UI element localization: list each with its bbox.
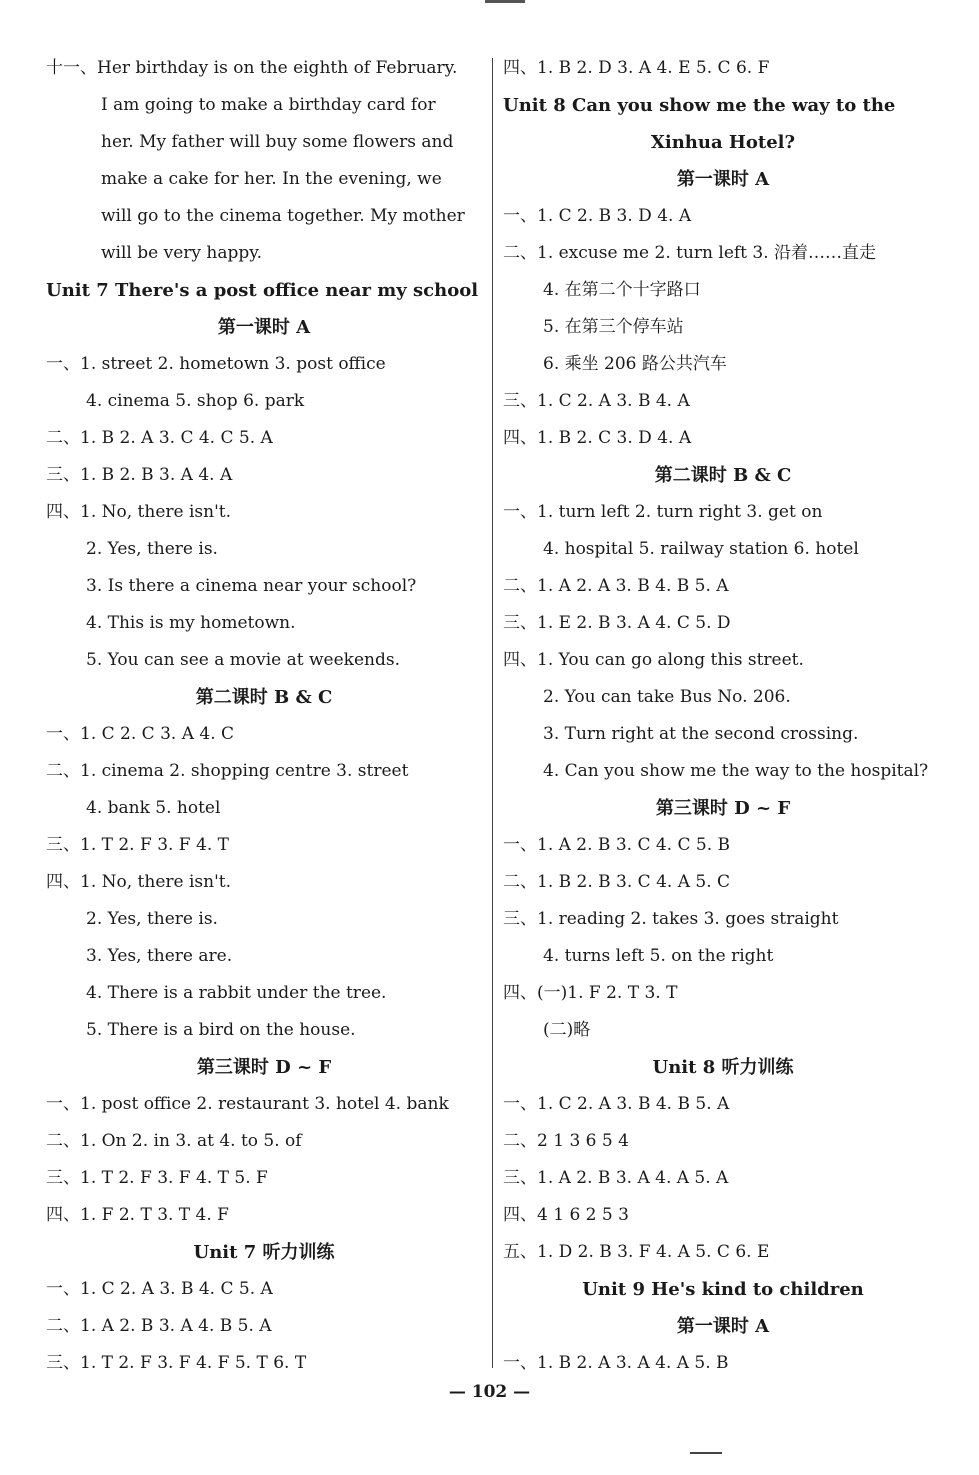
answer-line: 4. bank 5. hotel [86, 798, 221, 818]
answer-line: 三、1. T 2. F 3. F 4. F 5. T 6. T [46, 1353, 307, 1373]
answer-line: 4. cinema 5. shop 6. park [86, 391, 305, 411]
section-heading: 第三课时 D ~ F [196, 1057, 332, 1078]
answer-line: 一、1. C 2. A 3. B 4. B 5. A [503, 1094, 730, 1114]
answer-line: 2. Yes, there is. [86, 909, 218, 929]
answer-line: 三、1. reading 2. takes 3. goes straight [503, 909, 839, 929]
answer-line: 二、1. B 2. B 3. C 4. A 5. C [503, 872, 731, 892]
answer-line: 二、1. A 2. A 3. B 4. B 5. A [503, 576, 729, 596]
answer-line: 三、1. T 2. F 3. F 4. T [46, 835, 229, 855]
section-heading: 第二课时 B & C [654, 465, 792, 486]
answer-line: 一、1. street 2. hometown 3. post office [46, 354, 386, 374]
bottom-edge-mark [690, 1452, 722, 1454]
column-divider [492, 58, 493, 1368]
answer-line: 四、(一)1. F 2. T 3. T [503, 983, 678, 1003]
answer-line: 一、1. C 2. A 3. B 4. C 5. A [46, 1279, 273, 1299]
answer-line: 四、1. You can go along this street. [503, 650, 804, 670]
answer-line: 三、1. E 2. B 3. A 4. C 5. D [503, 613, 731, 633]
answer-line: 一、1. B 2. A 3. A 4. A 5. B [503, 1353, 729, 1373]
section-heading: 第一课时 A [676, 1316, 770, 1337]
answer-line: 3. Turn right at the second crossing. [543, 724, 859, 744]
answer-line: 二、1. cinema 2. shopping centre 3. street [46, 761, 409, 781]
answer-line: 十一、Her birthday is on the eighth of February. [46, 58, 458, 78]
answer-line: 四、1. B 2. C 3. D 4. A [503, 428, 692, 448]
answer-line: 4. This is my hometown. [86, 613, 296, 633]
answer-line: 5. You can see a movie at weekends. [86, 650, 400, 670]
answer-line: her. My father will buy some flowers and [101, 132, 454, 152]
answer-line: 3. Yes, there are. [86, 946, 233, 966]
answer-line: 一、1. C 2. B 3. D 4. A [503, 206, 692, 226]
answer-line: I am going to make a birthday card for [101, 95, 436, 115]
left-column [46, 50, 482, 1382]
answer-line: (二)略 [543, 1020, 591, 1040]
section-heading: Xinhua Hotel? [650, 132, 796, 153]
answer-line: 4. Can you show me the way to the hospital? [543, 761, 929, 781]
answer-line: 二、1. excuse me 2. turn left 3. 沿着……直走 [503, 243, 877, 263]
answer-line: 五、1. D 2. B 3. F 4. A 5. C 6. E [503, 1242, 770, 1262]
section-heading: 第一课时 A [676, 169, 770, 190]
answer-line: 4. turns left 5. on the right [543, 946, 774, 966]
answer-line: 一、1. C 2. C 3. A 4. C [46, 724, 235, 744]
section-heading: 第二课时 B & C [195, 687, 333, 708]
section-heading: 第三课时 D ~ F [655, 798, 791, 819]
answer-line: 四、1. No, there isn't. [46, 872, 231, 892]
answer-line: 四、1. B 2. D 3. A 4. E 5. C 6. F [503, 58, 770, 78]
top-edge-mark [485, 0, 525, 3]
answer-line: 四、1. No, there isn't. [46, 502, 231, 522]
answer-line: 4. There is a rabbit under the tree. [86, 983, 387, 1003]
answer-line: 二、2 1 3 6 5 4 [503, 1131, 629, 1151]
answer-line: will be very happy. [101, 243, 263, 263]
answer-line: 四、1. F 2. T 3. T 4. F [46, 1205, 229, 1225]
answer-line: 一、1. A 2. B 3. C 4. C 5. B [503, 835, 731, 855]
section-heading: 第一课时 A [217, 317, 311, 338]
answer-line: 6. 乘坐 206 路公共汽车 [543, 354, 727, 374]
answer-line: 二、1. A 2. B 3. A 4. B 5. A [46, 1316, 272, 1336]
answer-line: 4. hospital 5. railway station 6. hotel [543, 539, 859, 559]
section-heading: Unit 7 听力训练 [193, 1242, 335, 1263]
answer-line: 2. Yes, there is. [86, 539, 218, 559]
section-heading: Unit 8 听力训练 [652, 1057, 794, 1078]
answer-line: 4. 在第二个十字路口 [543, 280, 701, 300]
answer-line: 2. You can take Bus No. 206. [543, 687, 791, 707]
right-column [503, 50, 943, 1382]
section-heading: Unit 8 Can you show me the way to the [503, 95, 896, 116]
answer-line: 三、1. A 2. B 3. A 4. A 5. A [503, 1168, 729, 1188]
answer-line: 5. There is a bird on the house. [86, 1020, 356, 1040]
answer-line: 一、1. post office 2. restaurant 3. hotel 4. bank [46, 1094, 449, 1114]
answer-line: 三、1. B 2. B 3. A 4. A [46, 465, 233, 485]
section-heading: Unit 7 There's a post office near my school [46, 280, 479, 301]
answer-line: 二、1. B 2. A 3. C 4. C 5. A [46, 428, 273, 448]
answer-line: 四、4 1 6 2 5 3 [503, 1205, 629, 1225]
answer-line: will go to the cinema together. My mother [101, 206, 465, 226]
answer-line: 5. 在第三个停车站 [543, 317, 684, 337]
answer-line: 3. Is there a cinema near your school? [86, 576, 417, 596]
page-number: — 102 — [448, 1382, 531, 1402]
answer-line: 三、1. T 2. F 3. F 4. T 5. F [46, 1168, 268, 1188]
answer-line: 一、1. turn left 2. turn right 3. get on [503, 502, 823, 522]
section-heading: Unit 9 He's kind to children [582, 1279, 864, 1300]
answer-line: 二、1. On 2. in 3. at 4. to 5. of [46, 1131, 302, 1151]
answer-line: 三、1. C 2. A 3. B 4. A [503, 391, 690, 411]
answer-line: make a cake for her. In the evening, we [101, 169, 442, 189]
